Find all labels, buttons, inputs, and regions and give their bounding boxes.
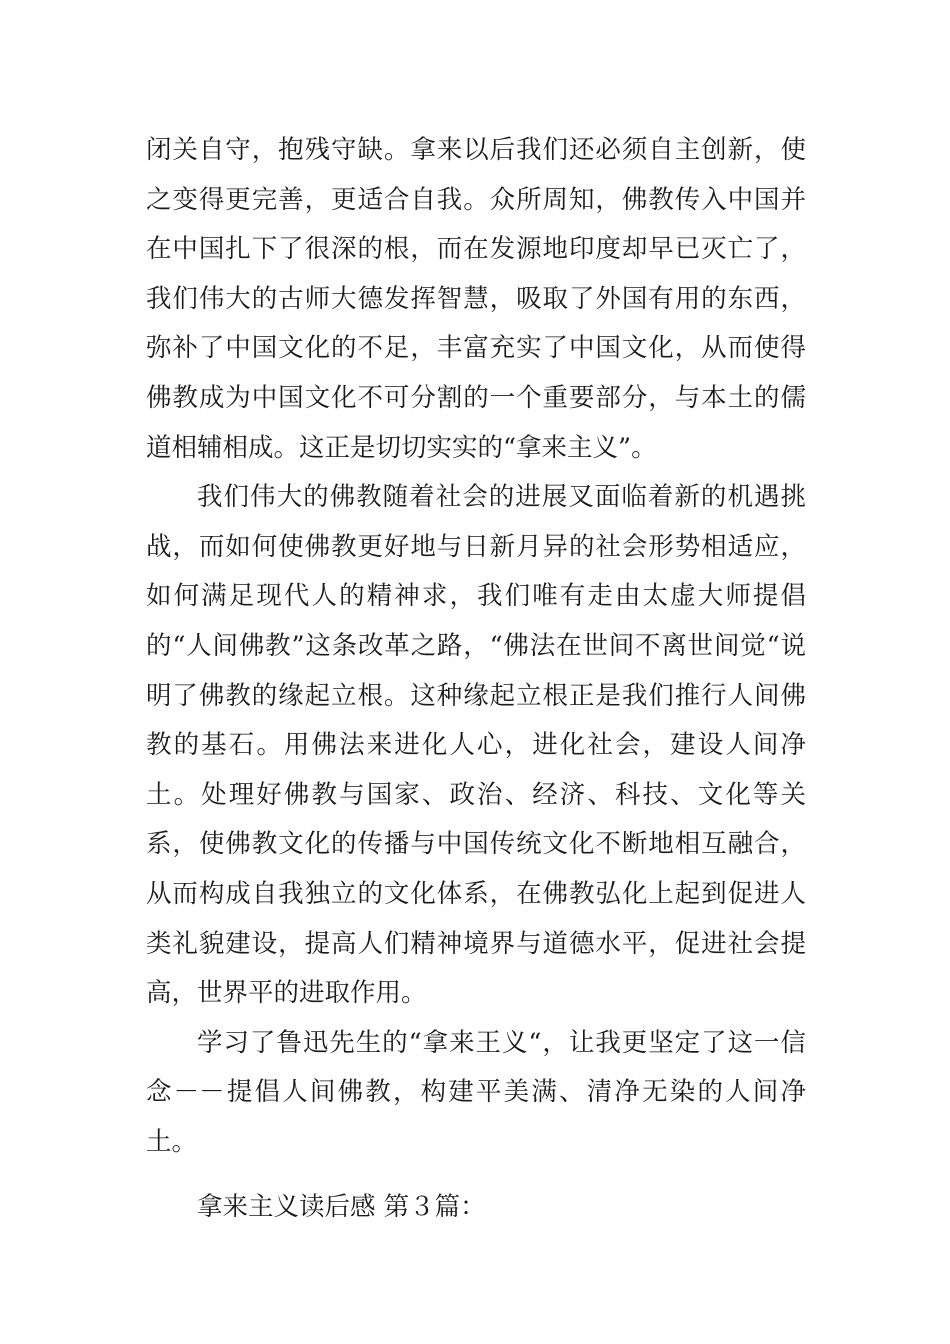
paragraph-continuation: 闭关自守，抱残守缺。拿来以后我们还必须自主创新，使之变得更完善，更适合自我。众所周知，佛教传入中国并在中国扎下了很深的根，而在发源地印度却早已灭亡了，我们伟大的古师大德发挥智慧，吸取了外国有用的东西，弥补了中国文化的不足，丰富充实了中国文化，从而使得佛教成为中国文化不可分割的一个重要部分，与本土的儒道相辅相成。这正是切切实实的“拿来主义”。 [146,135,806,463]
section-heading: 拿来主义读后感 第３篇： [197,1192,486,1223]
paragraph-buddhism-challenges: 我们伟大的佛教随着社会的进展叉面临着新的机遇挑战，而如何使佛教更好地与日新月异的社会形势相适应，如何满足现代人的精神求，我们唯有走由太虚大师提倡的“人间佛教”这条改革之路，“佛法在世间不离世间觉“说明了佛教的缘起立根。这种缘起立根正是我们推行人间佛教的基石。用佛法来进化人心，进化社会，建设人间净土。处理好佛教与国家、政治、经济、科技、文化等关系，使佛教文化的传播与中国传统文化不断地相互融合，从而构成自我独立的文化体系，在佛教弘化上起到促进人类礼貌建设，提高人们精神境界与道德水平，促进社会提高，世界平的进取作用。 [146,482,806,1009]
paragraph-conclusion: 学习了鲁迅先生的“拿来王义“，让我更坚定了这一信念－－提倡人间佛教，构建平美满、清净无染的人间净土。 [146,1027,806,1157]
document-body [146,126,806,1233]
